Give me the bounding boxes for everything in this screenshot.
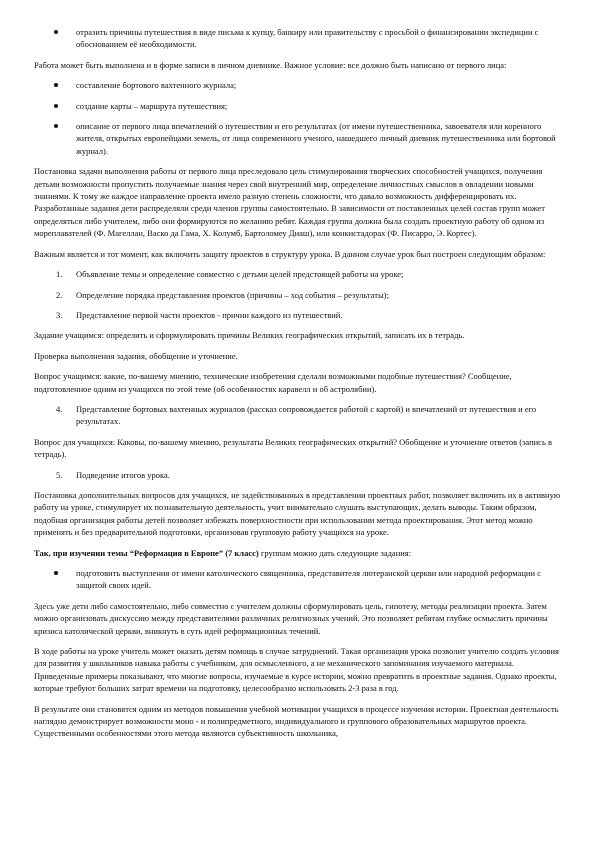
bullet-icon [54,571,58,575]
bullet-text: отразить причины путешествия в виде письма к купцу, банкиру или правительству с просьбой о финансировании экспедиции с обоснованием её необходимости. [76,27,539,50]
numbered-item [34,469,561,481]
numbered-item-text: Определение порядка представления проектов (причины – ход события – результаты); [76,289,389,300]
bullet-icon [54,30,58,34]
paragraph: Важным является и тот момент, как включить защиту проектов в структуру урока. В данном случае урок был построен следующим образом: [34,248,546,259]
item-number: 4. [56,403,63,414]
bullet-icon [54,104,58,108]
bullet-item [34,567,561,592]
bullet-text: создание карты – маршрута путешествия; [76,100,228,111]
paragraph: Здесь уже дети либо самостоятельно, либо совместно с учителем должны сформулировать цель, гипотезу, методы реализации проекта. Затем можно организовать дискуссию между представителями различных религиозных учений. Это позволяет ребятам глубже осмыслить причины кризиса католической церкви, вникнуть в суть идей реформационных течений. [34,600,548,636]
numbered-item [34,268,561,280]
paragraph: Работа может быть выполнена и в форме записи в личном дневнике. Важное условие: все должно быть написано от первого лица: [34,59,507,70]
paragraph: Вопрос учащимся: какие, по-вашему мнению, технические изобретения сделали возможными подобные путешествия? Сообщение, подготовленное одним из учащихся по этой теме (об особенностях каравелл и об астролябии). [34,371,512,394]
bullet-text: составление бортового вахтенного журнала; [76,80,237,91]
bold-lead: Так, при изучении темы “Реформация в Европе” (7 класс) [34,547,259,558]
paragraph: Проверка выполнения задания, обобщение и уточнение. [34,350,238,361]
bullet-item [34,100,561,112]
paragraph-with-bold-lead [34,547,561,559]
numbered-item-text: Подведение итогов урока. [76,469,170,480]
item-number: 1. [56,269,63,280]
paragraph-text: группам можно дать следующие задания: [258,547,412,558]
numbered-item-text: Представление первой части проектов - причин каждого из путешествий. [76,309,343,320]
bullet-icon [54,124,58,128]
item-number: 3. [56,309,63,320]
item-number: 5. [56,469,63,480]
item-number: 2. [56,289,63,300]
numbered-item [34,289,561,301]
paragraph: Постановка дополнительных вопросов для учащихся, не задействованных в представлении проектных работ, позволяет включить их в активную работу на уроке, стимулирует их познавательную деятельность, учит внимательно слушать выступающих, делать выводы. Таким образом, подобная организация работы детей позволяет избежать поверхностности при использовании метода проектирования. Этот метод можно применять и без предварительной подготовки, организовав групповую работу учащихся на уроке. [34,489,561,538]
bullet-item [34,79,561,91]
numbered-item-text: Представление бортовых вахтенных журналов (рассказ сопровождается работой с картой) и впечатлений от путешествия и его результатах. [76,403,537,427]
paragraph: Вопрос для учащихся: Каковы, по-вашему мнению, результаты Великих географических открытий? Обобщение и уточнение ответов (запись в тетрадь). [34,436,552,460]
paragraph: Задание учащимся: определить и сформулировать причины Великих географических открытий, записать их в тетрадь. [34,330,465,341]
paragraph: Постановка задачи выполнения работы от первого лица преследовало цель стимулирования творческих способностей учащихся, получения детьми возможности пропустить получаемые знания через свой внутренний мир, определение личностных смыслов в овладении новыми знаниями. К тому же каждое направление проекта имело разную степень сложности, что давало возможность дифференцировать их. Разработанные задания дети распределяли среди членов группы самостоятельно. В зависимости от поставленных целей состав групп может определяться либо учителем, либо они формируются по желанию ребят. Каждая группа должна была создать проектную работу об одном из мореплавателей (Ф. Магеллан, Васко да Гама, Х. Колумб, Бартоломеу Диаш), или конкистадорах (Ф. Писарро, Э. Кортес). [34,166,545,239]
numbered-item [34,403,561,428]
bullet-item [34,26,561,51]
numbered-item [34,309,561,321]
document-page [34,26,561,748]
paragraph: В ходе работы на уроке учитель может оказать детям помощь в случае затруднений. Такая организация урока позволит учителю создать условия для развития у школьников навыка работы с учебником, для осмысленного, а не механического запоминания изучаемого материала. Приведенные примеры показывают, что многие вопросы, изучаемые в курсе истории, можно превратить в проектные задания. Однако проекты, которые требуют больших затрат времени на подготовку, целесообразно использовать 2-3 раза в год. [34,646,559,694]
bullet-text: описание от первого лица впечатлений о путешествии и его результатах (от имени путешественника, завоевателя или коренного жителя, открытых европейцами земель, от лица современного ученого, нашедшего личный дневник путешественника или бортовой журнал). [76,121,556,156]
bullet-text: подготовить выступления от имени католического священника, представителя лютеранской церкви или народной реформации с защитой своих идей. [76,568,541,591]
bullet-item [34,120,561,157]
numbered-item-text: Объявление темы и определение совместно с детьми целей предстоящей работы на уроке; [76,269,404,280]
paragraph: В результате они становятся одним из методов повышения учебной мотивации учащихся в процессе изучения истории. Проектная деятельность наглядно демонстрирует возможности моно - и полипредметного, индивидуального и группового образовательных маршрутов проекта. Существенными особенностями этого метода являются субъективность школьника, [34,703,559,739]
bullet-icon [54,83,58,87]
